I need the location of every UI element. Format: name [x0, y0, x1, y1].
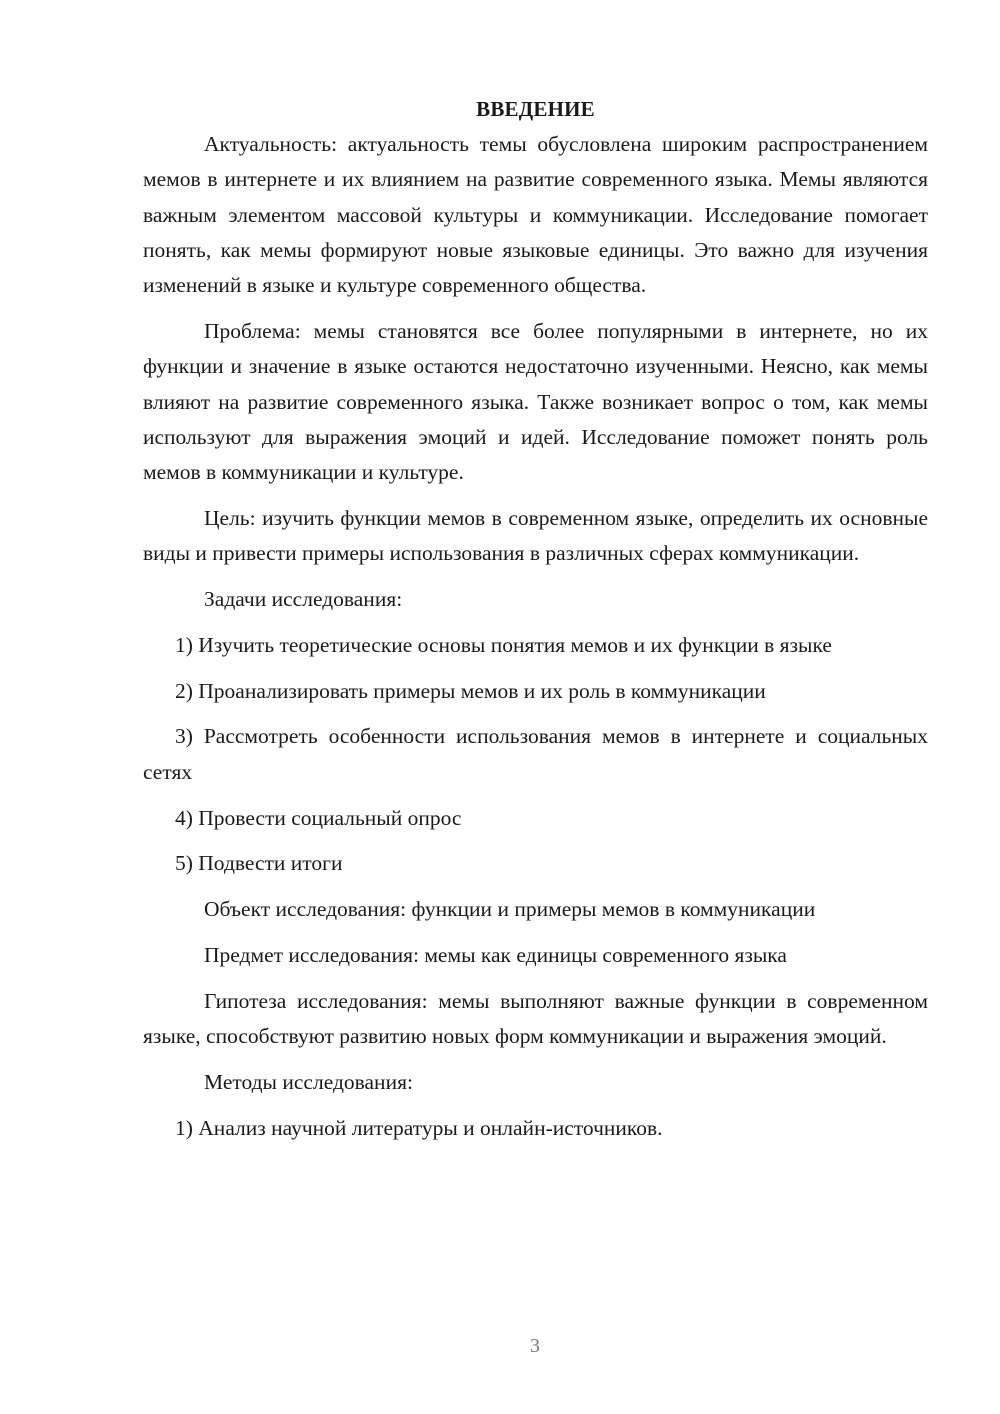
problem-paragraph: Проблема: мемы становятся все более популярными в интернете, но их функции и значение в языке остаются недостаточно изученными. Неясно, как мемы влияют на развитие современного языка. Также возникает вопрос о том, как мемы используют для выражения эмоций и идей. Исследование поможет понять роль мемов в коммуникации и культуре. [143, 318, 928, 485]
task-item-3: 3) Рассмотреть особенности использования мемов в интернете и социальных сетях [143, 724, 928, 784]
document-body [143, 92, 928, 1146]
object-paragraph: Объект исследования: функции и примеры мемов в коммуникации [204, 897, 816, 922]
page-number: 3 [530, 1335, 540, 1357]
subject-paragraph: Предмет исследования: мемы как единицы современного языка [204, 942, 787, 967]
method-item-1: 1) Анализ научной литературы и онлайн-источников. [175, 1115, 663, 1140]
section-title: ВВЕДЕНИЕ [476, 97, 595, 121]
task-item-1: 1) Изучить теоретические основы понятия мемов и их функции в языке [175, 632, 832, 657]
goal-paragraph: Цель: изучить функции мемов в современном языке, определить их основные виды и привести примеры использования в различных сферах коммуникации. [143, 505, 928, 566]
task-item-5: 5) Подвести итоги [175, 851, 343, 876]
task-item-2: 2) Проанализировать примеры мемов и их роль в коммуникации [175, 678, 766, 703]
tasks-heading: Задачи исследования: [204, 587, 403, 612]
hypothesis-paragraph: Гипотеза исследования: мемы выполняют важные функции в современном языке, способствуют развитию новых форм коммуникации и выражения эмоций. [143, 988, 928, 1049]
task-item-4: 4) Провести социальный опрос [175, 805, 462, 830]
methods-heading: Методы исследования: [204, 1069, 413, 1094]
relevance-paragraph: Актуальность: актуальность темы обусловлена широким распространением мемов в интернете и их влиянием на развитие современного языка. Мемы являются важным элементом массовой культуры и коммуникации. Исследование помогает понять, как мемы формируют новые языковые единицы. Это важно для изучения изменений в языке и культуре современного общества. [143, 132, 928, 298]
